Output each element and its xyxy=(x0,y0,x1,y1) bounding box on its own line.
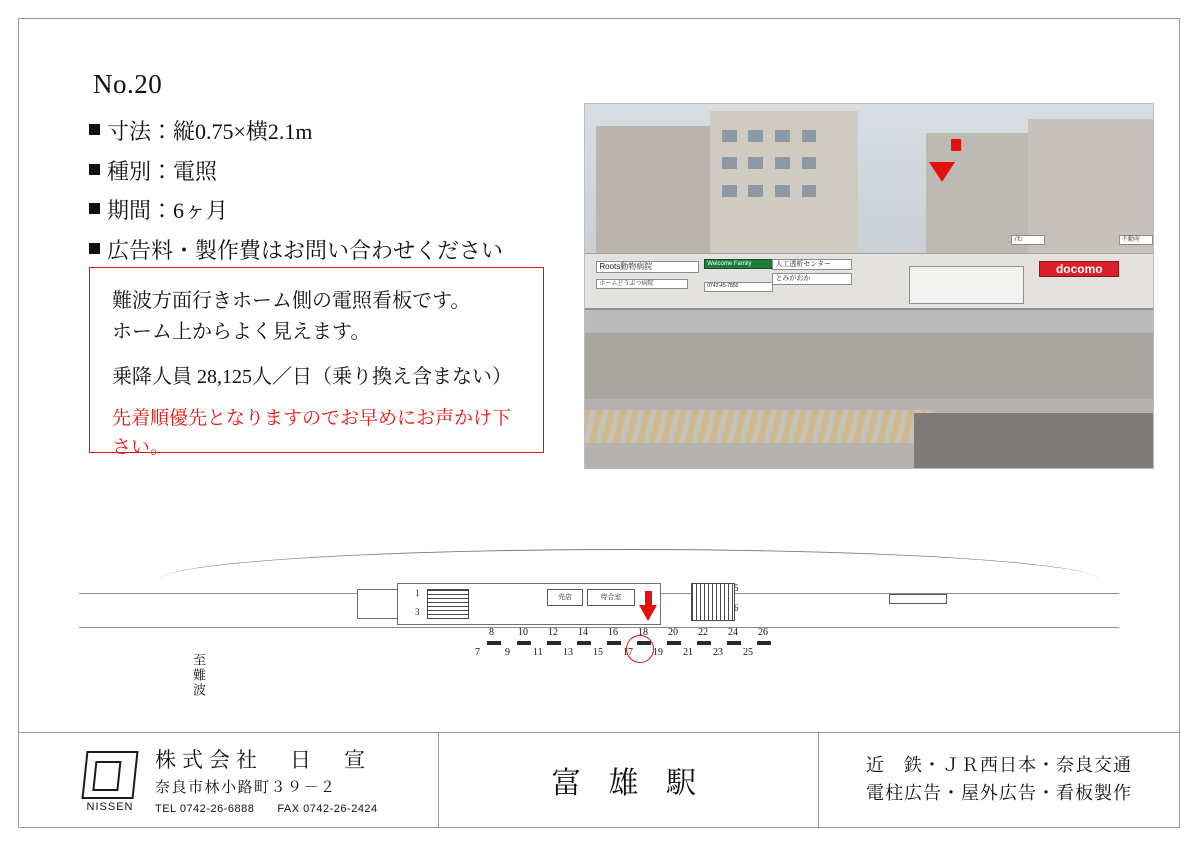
photo-concrete-wall xyxy=(585,333,1153,399)
footer-company-block xyxy=(19,733,439,827)
photo-arrow-stem-icon xyxy=(951,139,961,151)
note-warning: 先着順優先となりますのでお早めにお声かけ下さい。 xyxy=(112,408,512,458)
photo-tactile-paving xyxy=(584,410,937,443)
diagram-track-number-6: 6 xyxy=(734,603,739,613)
spec-number: No.20 xyxy=(93,69,163,99)
footer-services-block xyxy=(819,733,1179,827)
photo-sign-tomigaoka: とみがおか xyxy=(772,273,852,284)
diagram-waiting-room: 待合室 xyxy=(587,589,635,606)
photo-sign-welcome-family: Welcome Family xyxy=(704,259,772,269)
diagram-number-10: 10 xyxy=(518,627,528,638)
photo-building-left xyxy=(596,126,711,264)
diagram-highlight-circle xyxy=(626,635,654,663)
note-passenger-count: 乗降人員 28,125人／日（乗り換え含まない） xyxy=(112,366,512,388)
diagram-number-21: 21 xyxy=(683,647,693,658)
square-bullet-icon xyxy=(89,203,100,214)
footer xyxy=(19,732,1179,827)
diagram-number-25: 25 xyxy=(743,647,753,658)
diagram-direction-label: 至難波 xyxy=(191,653,206,698)
diagram-number-19: 19 xyxy=(653,647,663,658)
diagram-platform-curve xyxy=(159,549,1099,580)
diagram-number-12: 12 xyxy=(548,627,558,638)
diagram-number-11: 11 xyxy=(533,647,543,658)
diagram-track-number-1: 1 xyxy=(415,588,420,598)
diagram-bench xyxy=(889,594,947,604)
photo-roadway xyxy=(914,413,1153,468)
photo-sign-aeon: ｲｵﾝ xyxy=(1011,235,1045,245)
site-photo xyxy=(584,103,1154,469)
square-bullet-icon xyxy=(89,164,100,175)
note-box xyxy=(89,267,544,458)
diagram-number-7: 7 xyxy=(475,647,480,658)
diagram-number-26: 26 xyxy=(758,627,768,638)
station-platform-diagram xyxy=(79,531,1119,711)
spec-item-label: 寸法：縦0.75×横2.1m xyxy=(107,119,313,144)
footer-contact: TEL 0742-26-6888 FAX 0742-26-2424 xyxy=(155,803,378,815)
footer-address: 奈良市林小路町３９－２ xyxy=(155,780,337,796)
diagram-number-22: 22 xyxy=(698,627,708,638)
square-bullet-icon xyxy=(89,124,100,135)
footer-station-name: 富 雄 駅 xyxy=(551,767,706,800)
spec-item-price xyxy=(89,233,559,269)
document-sheet xyxy=(18,18,1180,828)
photo-sign-roots: Roots動物病院 xyxy=(596,261,699,273)
photo-sign-phone: 0742-45-7850 xyxy=(704,282,772,291)
spec-item-period xyxy=(89,193,559,229)
diagram-number-17: 17 xyxy=(623,647,633,658)
diagram-number-9: 9 xyxy=(505,647,510,658)
diagram-stairs-left xyxy=(427,589,469,619)
photo-sign-docomo: docomo xyxy=(1039,261,1119,278)
nissen-logo-icon xyxy=(79,749,141,811)
logo-text: NISSEN xyxy=(86,801,134,813)
spec-item-label: 期間：6ヶ月 xyxy=(107,198,229,224)
photo-sign-home-clinic: ホームどうぶつ病院 xyxy=(596,279,687,289)
photo-sign-dialysis-center: 人工透析センター xyxy=(772,259,852,270)
note-line-2: ホーム上からよく見えます。 xyxy=(112,321,371,343)
diagram-number-23: 23 xyxy=(713,647,723,658)
note-spacer xyxy=(112,348,521,362)
footer-service-line-2: 電柱広告・屋外広告・看板製作 xyxy=(866,783,1132,803)
photo-target-signboard xyxy=(909,266,1025,304)
diagram-track-lower xyxy=(79,627,1119,628)
photo-down-arrow-icon xyxy=(929,162,955,182)
square-bullet-icon xyxy=(89,243,100,254)
diagram-number-13: 13 xyxy=(563,647,573,658)
photo-sign-realestate: 不動産 xyxy=(1119,235,1153,245)
diagram-post-number-strip xyxy=(475,627,768,658)
photo-building-mid xyxy=(710,111,858,264)
footer-company-name: 株式会社 日 宣 xyxy=(155,748,371,772)
diagram-stairs-right xyxy=(691,583,735,621)
footer-station-block xyxy=(439,733,819,827)
spec-item-label: 広告料・製作費はお問い合わせください xyxy=(107,237,504,263)
note-line-1: 難波方面行きホーム側の電照看板です。 xyxy=(112,290,471,312)
diagram-track-number-3: 3 xyxy=(415,607,420,617)
spec-item-type xyxy=(89,154,559,190)
diagram-down-arrow-icon xyxy=(639,605,657,621)
diagram-track-number-5: 5 xyxy=(734,583,739,593)
diagram-kiosk: 売店 xyxy=(547,589,583,606)
footer-service-line-1: 近 鉄・ＪＲ西日本・奈良交通 xyxy=(866,755,1132,776)
diagram-number-14: 14 xyxy=(578,627,588,638)
diagram-number-8: 8 xyxy=(489,627,494,638)
spec-block xyxy=(89,69,559,273)
diagram-number-20: 20 xyxy=(668,627,678,638)
spec-item-label: 種別：電照 xyxy=(107,158,218,184)
diagram-number-24: 24 xyxy=(728,627,738,638)
spec-item-size xyxy=(89,114,559,150)
diagram-number-18: 18 xyxy=(638,627,648,638)
diagram-number-16: 16 xyxy=(608,627,618,638)
diagram-number-15: 15 xyxy=(593,647,603,658)
